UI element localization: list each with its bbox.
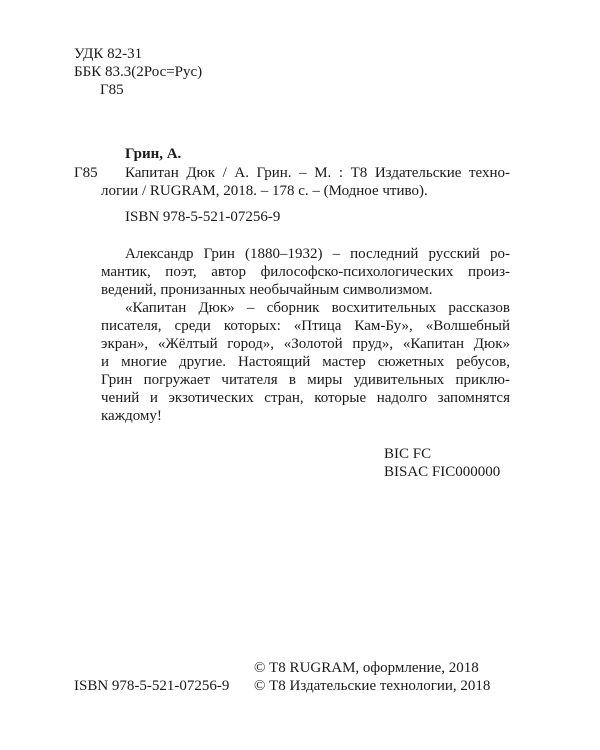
annotation-p2-line-5: Грин погружает читателя в миры удивительных приклю- — [101, 372, 510, 388]
annotation-p1-line-1: Александр Грин (1880–1932) – последний русский ро- — [125, 246, 510, 262]
catalog-description-line-2: логии / RUGRAM, 2018. – 178 с. – (Модное чтиво). — [101, 183, 428, 199]
copyright-design: © Т8 RUGRAM, оформление, 2018 — [254, 660, 479, 676]
bic-code: BIC FC — [384, 446, 432, 462]
annotation-p1-line-2: мантик, поэт, автор философско-психологических произ- — [101, 264, 510, 280]
catalog-author-mark: Г85 — [74, 165, 98, 181]
author-mark: Г85 — [100, 82, 124, 98]
annotation-p2-line-2: писателя, среди которых: «Птица Кам-Бу», «Волшебный — [101, 318, 510, 334]
catalog-isbn: ISBN 978-5-521-07256-9 — [125, 209, 281, 225]
footer-isbn: ISBN 978-5-521-07256-9 — [74, 678, 230, 694]
annotation-p2-line-1: «Капитан Дюк» – сборник восхитительных рассказов — [125, 300, 510, 316]
annotation-p2-line-3: экран», «Жёлтый город», «Золотой пруд», «Капитан Дюк» — [101, 336, 510, 352]
udk-code: УДК 82-31 — [74, 46, 143, 62]
catalog-description-line-1: Капитан Дюк / А. Грин. – М. : Т8 Издательские техно- — [125, 165, 510, 181]
annotation-p1-line-3: ведений, пронизанных необычайным символизмом. — [101, 282, 433, 298]
copyright-publisher: © Т8 Издательские технологии, 2018 — [254, 678, 491, 694]
catalog-author: Грин, А. — [125, 146, 182, 162]
bisac-code: BISAC FIC000000 — [384, 464, 501, 480]
annotation-p2-line-7: каждому! — [101, 408, 162, 424]
annotation-p2-line-6: чений и экзотических стран, которые надолго запомнятся — [101, 390, 510, 406]
bbk-code: ББК 83.3(2Рос=Рус) — [74, 64, 203, 80]
annotation-p2-line-4: и многие другие. Настоящий мастер сюжетных ребусов, — [101, 354, 510, 370]
